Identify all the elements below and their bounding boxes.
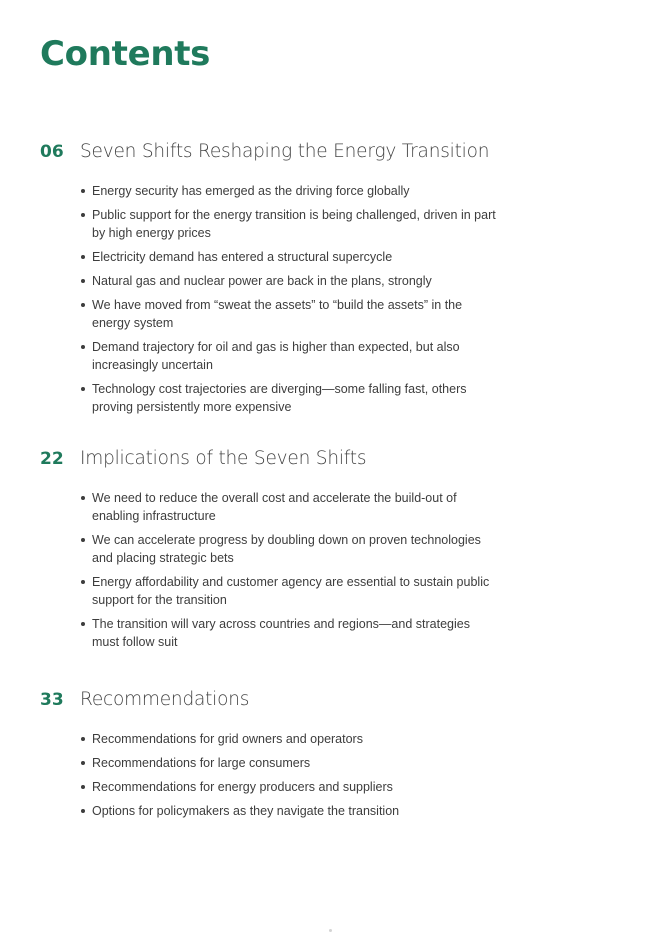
list-item: Electricity demand has entered a structural supercycle	[80, 248, 500, 266]
list-item: Options for policymakers as they navigate the transition	[80, 802, 500, 820]
bullet-list	[80, 489, 500, 651]
list-item: Energy security has emerged as the driving force globally	[80, 182, 500, 200]
bullet-list	[80, 182, 500, 416]
section-title[interactable]: Implications of the Seven Shifts	[80, 448, 367, 469]
toc-section-heading[interactable]	[40, 689, 500, 715]
list-item: Recommendations for large consumers	[80, 754, 500, 772]
toc-section-heading[interactable]	[40, 141, 500, 167]
page-number: 33	[40, 690, 64, 710]
list-item: Public support for the energy transition is being challenged, driven in part by high energy prices	[80, 206, 500, 242]
toc-section-recommendations[interactable]	[40, 689, 500, 826]
list-item: The transition will vary across countries and regions—and strategies must follow suit	[80, 615, 500, 651]
section-title[interactable]: Recommendations	[80, 689, 250, 710]
list-item: We can accelerate progress by doubling down on proven technologies and placing strategic bets	[80, 531, 500, 567]
toc-section-seven-shifts[interactable]	[40, 141, 500, 422]
page-number: 22	[40, 449, 64, 469]
page-title: Contents	[40, 34, 211, 74]
list-item: Recommendations for grid owners and operators	[80, 730, 500, 748]
list-item: We have moved from “sweat the assets” to “build the assets” in the energy system	[80, 296, 500, 332]
bullet-list	[80, 730, 500, 820]
list-item: Energy affordability and customer agency are essential to sustain public support for the transition	[80, 573, 500, 609]
list-item: We need to reduce the overall cost and accelerate the build-out of enabling infrastructure	[80, 489, 500, 525]
list-item: Demand trajectory for oil and gas is higher than expected, but also increasingly uncertain	[80, 338, 500, 374]
list-item: Technology cost trajectories are diverging—some falling fast, others proving persistently more expensive	[80, 380, 500, 416]
toc-section-heading[interactable]	[40, 448, 500, 474]
list-item: Natural gas and nuclear power are back in the plans, strongly	[80, 272, 500, 290]
list-item: Recommendations for energy producers and suppliers	[80, 778, 500, 796]
section-title[interactable]: Seven Shifts Reshaping the Energy Transition	[80, 141, 490, 162]
toc-section-implications[interactable]	[40, 448, 500, 657]
page-footer-dot	[329, 929, 332, 932]
page-number: 06	[40, 142, 64, 162]
